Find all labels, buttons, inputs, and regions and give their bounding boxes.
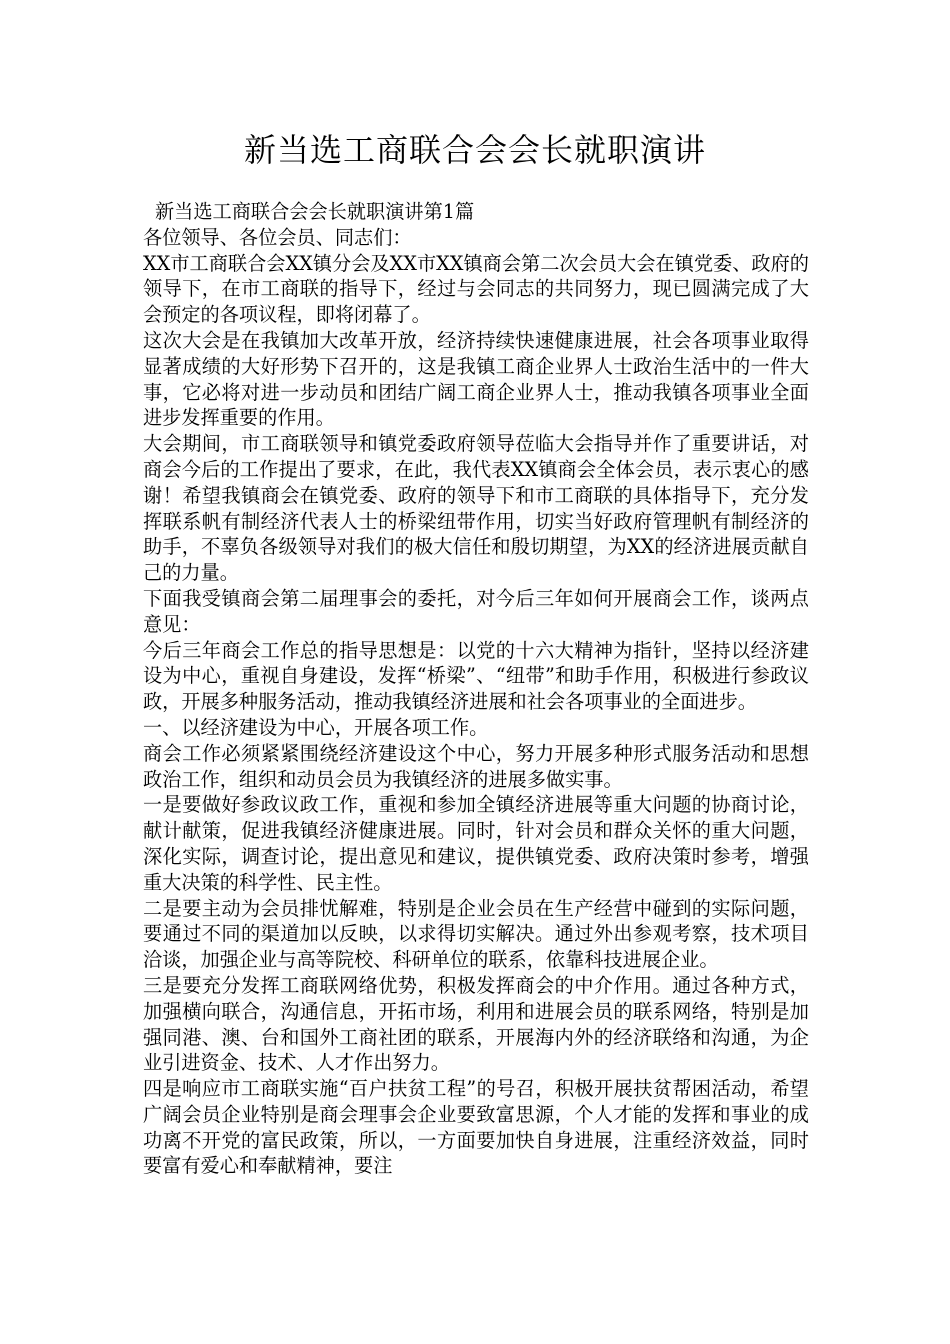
- paragraph: 这次大会是在我镇加大改革开放，经济持续快速健康进展，社会各项事业取得显著成绩的大好形势下召开的，这是我镇工商企业界人士政治生活中的一件大事，它必将对进一步动员和团结广阔工商企业界人士，推动我镇各项事业全面进步发挥重要的作用。: [143, 328, 809, 430]
- paragraph: 今后三年商会工作总的指导思想是：以党的十六大精神为指针，坚持以经济建设为中心，重视自身建设，发挥“桥梁”、“纽带”和助手作用，积极进行参政议政，开展多种服务活动，推动我镇经济进展和社会各项事业的全面进步。: [143, 638, 809, 714]
- paragraph: 一是要做好参政议政工作，重视和参加全镇经济进展等重大问题的协商讨论，献计献策，促进我镇经济健康进展。同时，针对会员和群众关怀的重大问题，深化实际，调查讨论，提出意见和建议，提供镇党委、政府决策时参考，增强重大决策的科学性、民主性。: [143, 793, 809, 894]
- document-body: [143, 199, 809, 1179]
- document-subtitle: 新当选工商联合会会长就职演讲第1篇: [155, 200, 475, 223]
- paragraph: 三是要充分发挥工商联网络优势，积极发挥商会的中介作用。通过各种方式，加强横向联合，沟通信息，开拓市场，利用和进展会员的联系网络，特别是加强同港、澳、台和国外工商社团的联系，开展海内外的经济联络和沟通，为企业引进资金、技术、人才作出努力。: [143, 973, 809, 1075]
- paragraph: 下面我受镇商会第二届理事会的委托，对今后三年如何开展商会工作，谈两点意见：: [143, 586, 809, 636]
- paragraph: 商会工作必须紧紧围绕经济建设这个中心，努力开展多种形式服务活动和思想政治工作，组织和动员会员为我镇经济的进展多做实事。: [143, 741, 809, 791]
- document-title: 新当选工商联合会会长就职演讲: [243, 131, 706, 169]
- paragraph: 四是响应市工商联实施“百户扶贫工程”的号召，积极开展扶贫帮困活动，希望广阔会员企业特别是商会理事会企业要致富思源，个人才能的发挥和事业的成功离不开党的富民政策，所以，一方面要加快自身进展，注重经济效益，同时要富有爱心和奉献精神，要注: [143, 1077, 809, 1178]
- paragraph: XX市工商联合会XX镇分会及XX市XX镇商会第二次会员大会在镇党委、政府的领导下，在市工商联的指导下，经过与会同志的共同努力，现已圆满完成了大会预定的各项议程，即将闭幕了。: [143, 251, 809, 327]
- paragraph-salutation: 各位领导、各位会员、同志们：: [143, 225, 412, 249]
- paragraph: 二是要主动为会员排忧解难，特别是企业会员在生产经营中碰到的实际问题，要通过不同的渠道加以反映，以求得切实解决。通过外出参观考察，技术项目洽谈，加强企业与高等院校、科研单位的联系，依靠科技进展企业。: [143, 896, 809, 972]
- section-heading: 一、以经济建设为中心，开展各项工作。: [143, 715, 489, 739]
- paragraph: 大会期间，市工商联领导和镇党委政府领导莅临大会指导并作了重要讲话，对商会今后的工作提出了要求，在此，我代表XX镇商会全体会员，表示衷心的感谢！希望我镇商会在镇党委、政府的领导下和市工商联的具体指导下，充分发挥联系帆有制经济代表人士的桥梁纽带作用，切实当好政府管理帆有制经济的助手，不辜负各级领导对我们的极大信任和殷切期望，为XX的经济进展贡献自己的力量。: [143, 432, 809, 585]
